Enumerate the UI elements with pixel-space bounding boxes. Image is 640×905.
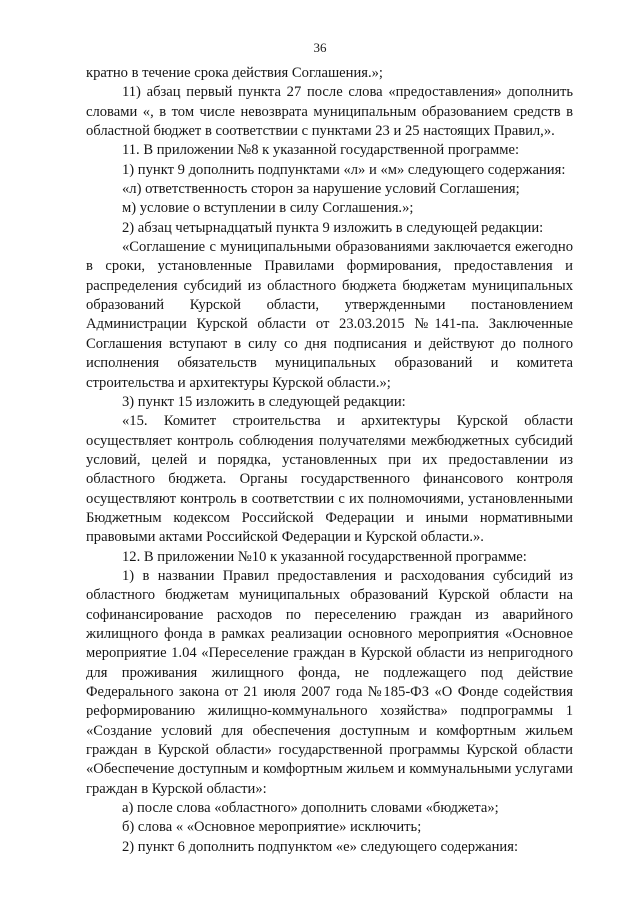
paragraph: 1) пункт 9 дополнить подпунктами «л» и «м» следующего содержания: bbox=[122, 161, 566, 178]
page-number: 36 bbox=[313, 40, 327, 55]
paragraph: кратно в течение срока действия Соглашения.»; bbox=[86, 65, 383, 81]
paragraph: 12. В приложении №10 к указанной государственной программе: bbox=[122, 548, 527, 565]
paragraph: «л) ответственность сторон за нарушение условий Соглашения; bbox=[122, 181, 520, 198]
paragraph: 2) пункт 6 дополнить подпунктом «е» следующего содержания: bbox=[122, 838, 518, 855]
paragraph: 2) абзац четырнадцатый пункта 9 изложить в следующей редакции: bbox=[122, 219, 544, 236]
paragraph: м) условие о вступлении в силу Соглашения.»; bbox=[122, 200, 414, 217]
paragraph: 11) абзац первый пункта 27 после слова «предоставления» дополнить словами «, в том числе невозврата муниципальным образованием средств в областной бюджет в соответствии с пунктами 23 и 25 настоящих Правил,». bbox=[86, 84, 573, 140]
paragraph: «Соглашение с муниципальными образованиями заключается ежегодно в сроки, установленные Правилами формирования, предоставления и распределения субсидий из областного бюджета бюджетам муниципальных образований Курской области, утвержденными постановлением Администрации Курской области от 23.03.2015 №141-па. Заключенные Соглашения вступают в силу со дня подписания и действуют до полного исполнения обязательств муниципальных образований и комитета строительства и архитектуры Курской области.»; bbox=[86, 239, 573, 391]
paragraph: «15. Комитет строительства и архитектуры Курской области осуществляет контроль соблюдения получателями межбюджетных субсидий условий, целей и порядка, установленных при их предоставлении из областного бюджета. Органы государственного финансового контроля осуществляют контроль в соответствии с их полномочиями, установленными Бюджетным кодексом Российской Федерации и иными нормативными правовыми актами Российской Федерации и Курской области.». bbox=[86, 413, 573, 546]
paragraph: 1) в названии Правил предоставления и расходования субсидий из областного бюджетам муниципальных образований Курской области на софинансирование расходов по переселению граждан из аварийного жилищного фонда в рамках реализации основного мероприятия «Основное мероприятие 1.04 «Переселение граждан в Курской области из непригодного для проживания жилищного фонда, не подлежащего под действие Федерального закона от 21 июля 2007 года №185-ФЗ «О Фонде содействия реформированию жилищно-коммунального хозяйства» подпрограммы 1 «Создание условий для обеспечения доступным и комфортным жильем граждан в Курской области» государственной программы Курской области «Обеспечение доступным и комфортным жильем и коммунальными услугами граждан в Курской области»: bbox=[86, 567, 573, 797]
paragraph: 3) пункт 15 изложить в следующей редакции: bbox=[122, 393, 406, 410]
paragraph: 11. В приложении №8 к указанной государственной программе: bbox=[122, 142, 520, 159]
document-body bbox=[86, 64, 573, 857]
paragraph: а) после слова «областного» дополнить словами «бюджета»; bbox=[122, 800, 499, 817]
paragraph: б) слова « «Основное мероприятие» исключить; bbox=[122, 819, 422, 836]
